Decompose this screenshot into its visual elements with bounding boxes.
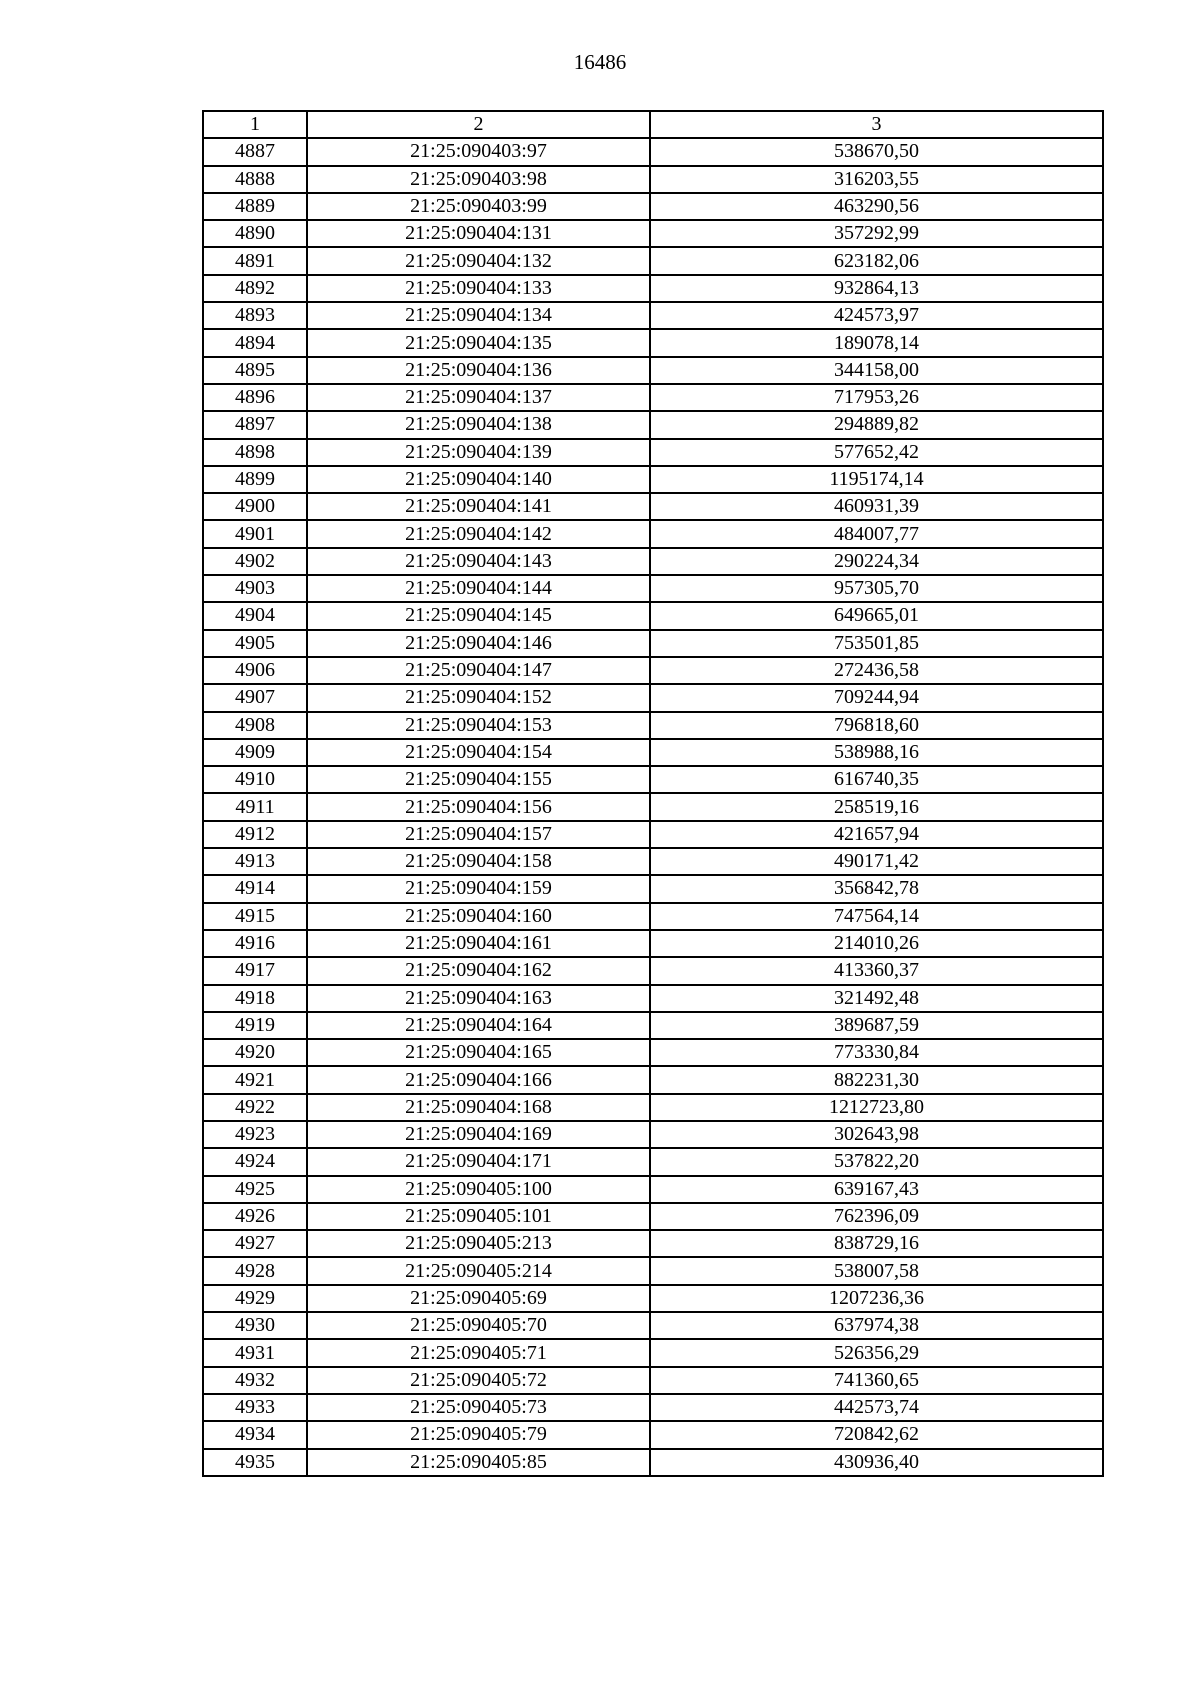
value-cell: 623182,06 xyxy=(650,247,1103,274)
value-cell: 460931,39 xyxy=(650,493,1103,520)
cadastral-number-cell: 21:25:090404:153 xyxy=(307,712,650,739)
table-row xyxy=(203,930,1103,957)
value-cell: 424573,97 xyxy=(650,302,1103,329)
table-row xyxy=(203,1039,1103,1066)
row-number-cell: 4934 xyxy=(203,1421,307,1448)
cadastral-number-cell: 21:25:090404:157 xyxy=(307,821,650,848)
table-body xyxy=(203,138,1103,1476)
value-cell: 796818,60 xyxy=(650,712,1103,739)
value-cell: 753501,85 xyxy=(650,630,1103,657)
table-row xyxy=(203,1339,1103,1366)
value-cell: 957305,70 xyxy=(650,575,1103,602)
value-cell: 709244,94 xyxy=(650,684,1103,711)
table-row xyxy=(203,384,1103,411)
table-row xyxy=(203,493,1103,520)
value-cell: 421657,94 xyxy=(650,821,1103,848)
row-number-cell: 4888 xyxy=(203,166,307,193)
table-row xyxy=(203,1230,1103,1257)
cadastral-number-cell: 21:25:090404:163 xyxy=(307,985,650,1012)
row-number-cell: 4904 xyxy=(203,602,307,629)
value-cell: 189078,14 xyxy=(650,329,1103,356)
table-row xyxy=(203,1285,1103,1312)
row-number-cell: 4907 xyxy=(203,684,307,711)
row-number-cell: 4916 xyxy=(203,930,307,957)
table-row xyxy=(203,630,1103,657)
cadastral-number-cell: 21:25:090404:143 xyxy=(307,548,650,575)
value-cell: 356842,78 xyxy=(650,875,1103,902)
row-number-cell: 4924 xyxy=(203,1148,307,1175)
table-row xyxy=(203,1257,1103,1284)
cadastral-number-cell: 21:25:090404:146 xyxy=(307,630,650,657)
table-row xyxy=(203,657,1103,684)
row-number-cell: 4897 xyxy=(203,411,307,438)
row-number-cell: 4906 xyxy=(203,657,307,684)
value-cell: 413360,37 xyxy=(650,957,1103,984)
row-number-cell: 4935 xyxy=(203,1449,307,1476)
cadastral-number-cell: 21:25:090404:168 xyxy=(307,1094,650,1121)
row-number-cell: 4890 xyxy=(203,220,307,247)
row-number-cell: 4928 xyxy=(203,1257,307,1284)
cadastral-number-cell: 21:25:090405:101 xyxy=(307,1203,650,1230)
table-row xyxy=(203,548,1103,575)
table-row xyxy=(203,247,1103,274)
table-row xyxy=(203,1394,1103,1421)
table-row xyxy=(203,766,1103,793)
table-row xyxy=(203,1367,1103,1394)
table-row xyxy=(203,1312,1103,1339)
value-cell: 639167,43 xyxy=(650,1176,1103,1203)
value-cell: 649665,01 xyxy=(650,602,1103,629)
cadastral-number-cell: 21:25:090404:152 xyxy=(307,684,650,711)
column-header-2: 2 xyxy=(307,111,650,138)
value-cell: 577652,42 xyxy=(650,439,1103,466)
cadastral-number-cell: 21:25:090404:160 xyxy=(307,903,650,930)
table-row xyxy=(203,1148,1103,1175)
row-number-cell: 4933 xyxy=(203,1394,307,1421)
table-row xyxy=(203,793,1103,820)
cadastral-number-cell: 21:25:090405:73 xyxy=(307,1394,650,1421)
value-cell: 538670,50 xyxy=(650,138,1103,165)
cadastral-number-cell: 21:25:090404:135 xyxy=(307,329,650,356)
cadastral-number-cell: 21:25:090404:132 xyxy=(307,247,650,274)
table-row xyxy=(203,1421,1103,1448)
cadastral-number-cell: 21:25:090404:165 xyxy=(307,1039,650,1066)
value-cell: 838729,16 xyxy=(650,1230,1103,1257)
table-row xyxy=(203,466,1103,493)
table-row xyxy=(203,1449,1103,1476)
value-cell: 321492,48 xyxy=(650,985,1103,1012)
value-cell: 717953,26 xyxy=(650,384,1103,411)
cadastral-number-cell: 21:25:090405:79 xyxy=(307,1421,650,1448)
cadastral-number-cell: 21:25:090405:214 xyxy=(307,1257,650,1284)
cadastral-number-cell: 21:25:090404:136 xyxy=(307,357,650,384)
value-cell: 357292,99 xyxy=(650,220,1103,247)
cadastral-number-cell: 21:25:090404:137 xyxy=(307,384,650,411)
row-number-cell: 4893 xyxy=(203,302,307,329)
table-row xyxy=(203,985,1103,1012)
table-row xyxy=(203,602,1103,629)
cadastral-number-cell: 21:25:090405:213 xyxy=(307,1230,650,1257)
cadastral-number-cell: 21:25:090404:131 xyxy=(307,220,650,247)
cadastral-number-cell: 21:25:090404:164 xyxy=(307,1012,650,1039)
value-cell: 463290,56 xyxy=(650,193,1103,220)
row-number-cell: 4931 xyxy=(203,1339,307,1366)
table-row xyxy=(203,1094,1103,1121)
cadastral-number-cell: 21:25:090405:85 xyxy=(307,1449,650,1476)
value-cell: 537822,20 xyxy=(650,1148,1103,1175)
row-number-cell: 4903 xyxy=(203,575,307,602)
cadastral-number-cell: 21:25:090405:100 xyxy=(307,1176,650,1203)
value-cell: 538988,16 xyxy=(650,739,1103,766)
row-number-cell: 4905 xyxy=(203,630,307,657)
value-cell: 1207236,36 xyxy=(650,1285,1103,1312)
row-number-cell: 4901 xyxy=(203,520,307,547)
row-number-cell: 4919 xyxy=(203,1012,307,1039)
row-number-cell: 4917 xyxy=(203,957,307,984)
row-number-cell: 4918 xyxy=(203,985,307,1012)
row-number-cell: 4908 xyxy=(203,712,307,739)
value-cell: 430936,40 xyxy=(650,1449,1103,1476)
cadastral-number-cell: 21:25:090404:142 xyxy=(307,520,650,547)
value-cell: 258519,16 xyxy=(650,793,1103,820)
table-row xyxy=(203,684,1103,711)
table-row xyxy=(203,712,1103,739)
row-number-cell: 4922 xyxy=(203,1094,307,1121)
value-cell: 316203,55 xyxy=(650,166,1103,193)
row-number-cell: 4889 xyxy=(203,193,307,220)
row-number-cell: 4891 xyxy=(203,247,307,274)
cadastral-number-cell: 21:25:090404:162 xyxy=(307,957,650,984)
cadastral-number-cell: 21:25:090404:156 xyxy=(307,793,650,820)
row-number-cell: 4902 xyxy=(203,548,307,575)
value-cell: 747564,14 xyxy=(650,903,1103,930)
row-number-cell: 4913 xyxy=(203,848,307,875)
cadastral-number-cell: 21:25:090404:166 xyxy=(307,1066,650,1093)
value-cell: 272436,58 xyxy=(650,657,1103,684)
value-cell: 882231,30 xyxy=(650,1066,1103,1093)
table-header xyxy=(203,111,1103,138)
row-number-cell: 4914 xyxy=(203,875,307,902)
table-row xyxy=(203,439,1103,466)
value-cell: 720842,62 xyxy=(650,1421,1103,1448)
column-header-3: 3 xyxy=(650,111,1103,138)
table-row xyxy=(203,1176,1103,1203)
cadastral-number-cell: 21:25:090404:139 xyxy=(307,439,650,466)
row-number-cell: 4896 xyxy=(203,384,307,411)
cadastral-number-cell: 21:25:090404:158 xyxy=(307,848,650,875)
row-number-cell: 4930 xyxy=(203,1312,307,1339)
table-row xyxy=(203,1203,1103,1230)
value-cell: 762396,09 xyxy=(650,1203,1103,1230)
cadastral-number-cell: 21:25:090405:71 xyxy=(307,1339,650,1366)
value-cell: 302643,98 xyxy=(650,1121,1103,1148)
table-row xyxy=(203,903,1103,930)
page-number: 16486 xyxy=(573,50,627,74)
value-cell: 214010,26 xyxy=(650,930,1103,957)
value-cell: 932864,13 xyxy=(650,275,1103,302)
cadastral-number-cell: 21:25:090404:169 xyxy=(307,1121,650,1148)
row-number-cell: 4900 xyxy=(203,493,307,520)
row-number-cell: 4910 xyxy=(203,766,307,793)
table-row xyxy=(203,957,1103,984)
value-cell: 616740,35 xyxy=(650,766,1103,793)
row-number-cell: 4911 xyxy=(203,793,307,820)
row-number-cell: 4895 xyxy=(203,357,307,384)
table-row xyxy=(203,520,1103,547)
table-row xyxy=(203,166,1103,193)
cadastral-number-cell: 21:25:090404:134 xyxy=(307,302,650,329)
table-row xyxy=(203,1066,1103,1093)
cadastral-number-cell: 21:25:090404:133 xyxy=(307,275,650,302)
value-cell: 344158,00 xyxy=(650,357,1103,384)
row-number-cell: 4921 xyxy=(203,1066,307,1093)
table-row xyxy=(203,575,1103,602)
row-number-cell: 4925 xyxy=(203,1176,307,1203)
row-number-cell: 4912 xyxy=(203,821,307,848)
cadastral-number-cell: 21:25:090404:145 xyxy=(307,602,650,629)
table-row xyxy=(203,357,1103,384)
value-cell: 442573,74 xyxy=(650,1394,1103,1421)
row-number-cell: 4932 xyxy=(203,1367,307,1394)
cadastral-number-cell: 21:25:090404:161 xyxy=(307,930,650,957)
value-cell: 1195174,14 xyxy=(650,466,1103,493)
cadastral-number-cell: 21:25:090405:69 xyxy=(307,1285,650,1312)
cadastral-number-cell: 21:25:090405:72 xyxy=(307,1367,650,1394)
cadastral-number-cell: 21:25:090403:98 xyxy=(307,166,650,193)
table-row xyxy=(203,1121,1103,1148)
row-number-cell: 4927 xyxy=(203,1230,307,1257)
table-row xyxy=(203,275,1103,302)
column-header-1: 1 xyxy=(203,111,307,138)
value-cell: 389687,59 xyxy=(650,1012,1103,1039)
row-number-cell: 4887 xyxy=(203,138,307,165)
cadastral-number-cell: 21:25:090403:99 xyxy=(307,193,650,220)
cadastral-number-cell: 21:25:090404:141 xyxy=(307,493,650,520)
cadastral-number-cell: 21:25:090403:97 xyxy=(307,138,650,165)
value-cell: 484007,77 xyxy=(650,520,1103,547)
cadastral-number-cell: 21:25:090404:159 xyxy=(307,875,650,902)
data-table xyxy=(202,110,1104,1477)
table-row xyxy=(203,875,1103,902)
row-number-cell: 4898 xyxy=(203,439,307,466)
cadastral-number-cell: 21:25:090404:144 xyxy=(307,575,650,602)
table-row xyxy=(203,302,1103,329)
row-number-cell: 4915 xyxy=(203,903,307,930)
cadastral-number-cell: 21:25:090405:70 xyxy=(307,1312,650,1339)
value-cell: 294889,82 xyxy=(650,411,1103,438)
value-cell: 538007,58 xyxy=(650,1257,1103,1284)
row-number-cell: 4894 xyxy=(203,329,307,356)
row-number-cell: 4909 xyxy=(203,739,307,766)
row-number-cell: 4926 xyxy=(203,1203,307,1230)
cadastral-number-cell: 21:25:090404:155 xyxy=(307,766,650,793)
table-row xyxy=(203,848,1103,875)
table-row xyxy=(203,220,1103,247)
row-number-cell: 4892 xyxy=(203,275,307,302)
value-cell: 290224,34 xyxy=(650,548,1103,575)
table-row xyxy=(203,1012,1103,1039)
table-row xyxy=(203,821,1103,848)
value-cell: 526356,29 xyxy=(650,1339,1103,1366)
row-number-cell: 4920 xyxy=(203,1039,307,1066)
row-number-cell: 4899 xyxy=(203,466,307,493)
value-cell: 490171,42 xyxy=(650,848,1103,875)
table-row xyxy=(203,329,1103,356)
table-row xyxy=(203,411,1103,438)
row-number-cell: 4929 xyxy=(203,1285,307,1312)
value-cell: 1212723,80 xyxy=(650,1094,1103,1121)
value-cell: 773330,84 xyxy=(650,1039,1103,1066)
table-row xyxy=(203,138,1103,165)
cadastral-number-cell: 21:25:090404:140 xyxy=(307,466,650,493)
cadastral-number-cell: 21:25:090404:138 xyxy=(307,411,650,438)
row-number-cell: 4923 xyxy=(203,1121,307,1148)
cadastral-number-cell: 21:25:090404:154 xyxy=(307,739,650,766)
value-cell: 637974,38 xyxy=(650,1312,1103,1339)
cadastral-number-cell: 21:25:090404:147 xyxy=(307,657,650,684)
table-row xyxy=(203,739,1103,766)
value-cell: 741360,65 xyxy=(650,1367,1103,1394)
header-row xyxy=(203,111,1103,138)
table-row xyxy=(203,193,1103,220)
cadastral-number-cell: 21:25:090404:171 xyxy=(307,1148,650,1175)
